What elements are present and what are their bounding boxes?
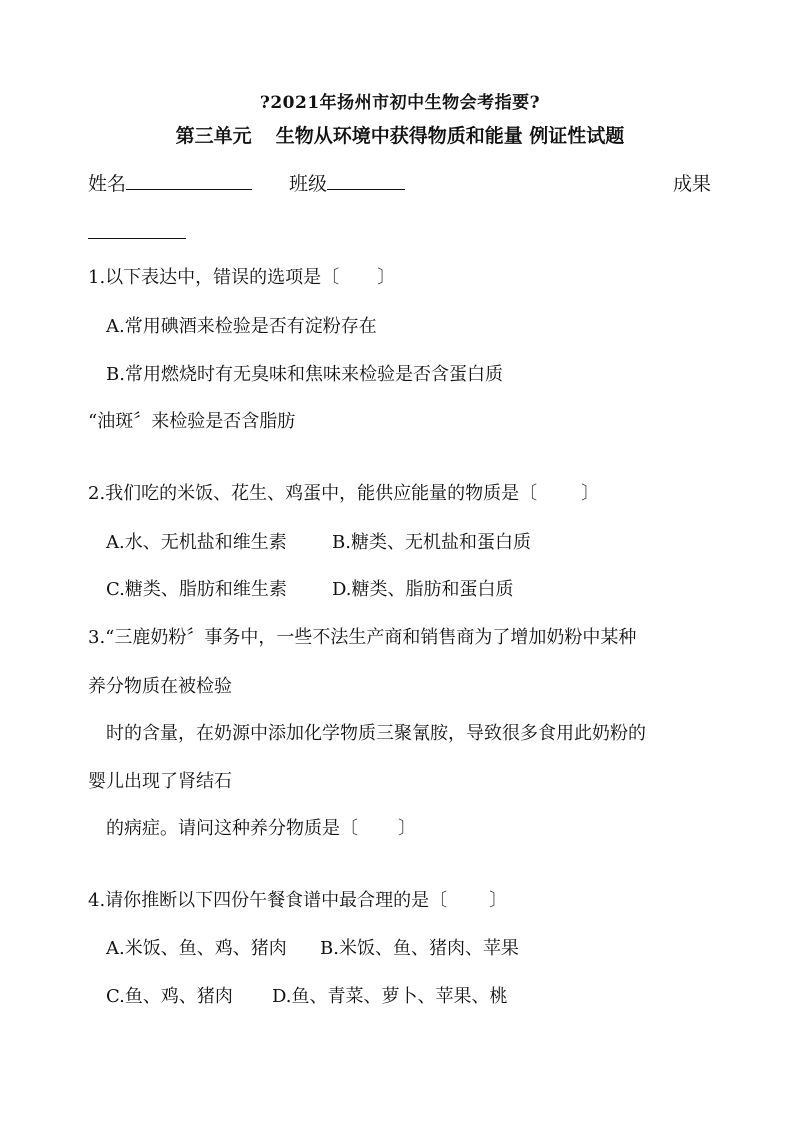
question-3-line-5 [106, 817, 416, 841]
question-1-close: 〕 [377, 267, 396, 288]
question-4-text: 4.请你推断以下四份午餐食谱中最合理的是〔 [88, 890, 448, 911]
question-3-line-4: 婴儿出现了肾结石 [88, 771, 232, 792]
question-2-close: 〕 [581, 483, 600, 504]
question-4-option-d: D.鱼、青菜、萝卜、苹果、桃 [272, 986, 508, 1007]
question-4-option-a: A.米饭、鱼、鸡、猪肉 [106, 938, 287, 959]
question-2-option-d: D.糖类、脂肪和蛋白质 [332, 579, 514, 600]
question-3-line-2: 养分物质在被检验 [88, 676, 232, 697]
class-blank[interactable] [327, 173, 405, 190]
question-1-option-a: A.常用碘酒来检验是否有淀粉存在 [106, 316, 377, 337]
question-2-option-c: C.糖类、脂肪和维生素 [106, 579, 287, 600]
score-blank[interactable] [88, 222, 186, 239]
document-subtitle [0, 121, 800, 148]
subtitle-unit: 第三单元 [175, 125, 252, 147]
subtitle-main: 生物从环境中获得物质和能量 例证性试题 [275, 125, 625, 147]
question-1-text: 1.以下表达中，错误的选项是〔 [88, 267, 340, 288]
name-blank[interactable] [126, 173, 252, 190]
question-3-text: 的病症。请问这种养分物质是〔 [106, 818, 358, 839]
name-label: 姓名 [88, 173, 127, 195]
question-2-option-b: B.糖类、无机盐和蛋白质 [332, 532, 531, 553]
class-field-row [289, 172, 405, 196]
question-3-line-1: 3.“三鹿奶粉〞事务中，一些不法生产商和销售商为了增加奶粉中某种 [88, 627, 637, 648]
question-3-line-3: 时的含量，在奶源中添加化学物质三聚氰胺，导致很多食用此奶粉的 [106, 723, 646, 744]
question-3-close: 〕 [398, 818, 416, 839]
question-1-stem [88, 266, 395, 290]
question-2-stem [88, 482, 599, 506]
question-4-close: 〕 [489, 890, 508, 911]
question-4-option-b: B.米饭、鱼、猪肉、苹果 [320, 938, 519, 959]
question-4-stem [88, 889, 507, 913]
name-field-row [88, 172, 252, 196]
question-2-text: 2.我们吃的米饭、花生、鸡蛋中，能供应能量的物质是〔 [88, 483, 538, 504]
document-title: ?2021年扬州市初中生物会考指要? [259, 93, 541, 113]
question-1-option-b: B.常用燃烧时有无臭味和焦味来检验是否含蛋白质 [106, 364, 503, 385]
question-1-option-c: “油斑〞来检验是否含脂肪 [88, 411, 296, 432]
question-4-option-c: C.鱼、鸡、猪肉 [106, 986, 233, 1007]
class-label: 班级 [289, 173, 328, 195]
score-label: 成果 [673, 173, 712, 195]
question-2-option-a: A.水、无机盐和维生素 [106, 532, 287, 553]
